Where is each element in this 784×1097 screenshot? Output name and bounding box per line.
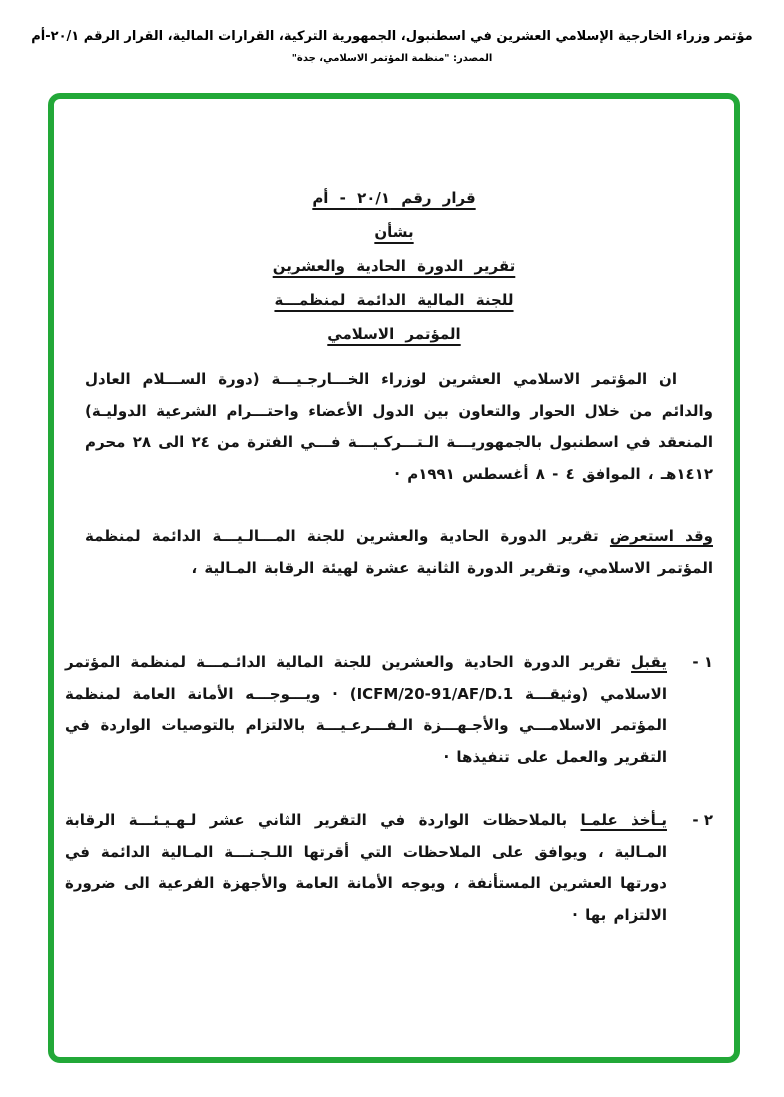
item-1-rest: تقرير الدورة الحادية والعشرين للجنة المالية الدائـمـــة لمنظمة المؤتمر الاسلامي (وثيقـــة ICFM/20-91/AF/D.1) · ويـــوجـــه الأمانة العامة لمنظمة المؤتمر الاسلامـــي والأجـهـــزة الـفـــرعـيـــة بالالتزام بالتوصيات الواردة في التقرير والعمل على تنفيذها · [65, 653, 667, 766]
green-border-frame [48, 93, 740, 1063]
item-1-text [65, 647, 667, 773]
item-1-lead: يقبل [631, 653, 667, 671]
resolution-item-1 [65, 647, 713, 773]
document-header [0, 26, 784, 66]
item-1-number: ١ - [692, 653, 713, 671]
item-2-text [65, 805, 667, 931]
title-line-resolution-number: قرار رقم ٢٠/١ - أم [312, 189, 476, 207]
title-line-committee: للجنة المالية الدائمة لمنظمـــة [274, 291, 514, 309]
item-2-number: ٢ - [692, 811, 713, 829]
header-publisher-line: المصدر: "منظمة المؤتمر الاسلامي، جدة" [291, 53, 493, 64]
title-line-regarding: بشأن [374, 223, 414, 241]
resolution-title-block [54, 181, 734, 351]
header-source-line: مؤتمر وزراء الخارجية الإسلامي العشرين في اسطنبول، الجمهورية التركية، القرارات المالية، القرار الرقم ٢٠/١-أم [31, 29, 753, 44]
preamble-paragraph: ان المؤتمر الاسلامي العشرين لوزراء الخـــارجـيـــة (دورة الســـلام العادل والدائم من خلال الحوار والتعاون بين الدول الأعضاء واحتـــرام الشرعية الدوليـة) المنعقد في اسطنبول بالجمهوريـــة الـتـــركـيـــة فـــي الفترة من ٢٤ الى ٢٨ محرم ١٤١٢هـ ، الموافق ٤ - ٨ أغسطس ١٩٩١م · [85, 370, 713, 483]
item-2-rest: بالملاحظات الواردة في التقرير الثاني عشر لـهـيـئـــة الرقابة المـالية ، ويوافق على الملاحظات التي أقرتها اللـجـنـــة المـالية الدائمة في دورتها العشرين المستأنفة ، ويوجه الأمانة العامة والأجهزة الفرعية الى ضرورة الالتزام بها · [65, 811, 667, 924]
review-paragraph-rest: تقرير الدورة الحادية والعشرين للجنة المـــالـيـــة الدائمة لمنظمة المؤتمر الاسلامي، وتقرير الدورة الثانية عشرة لهيئة الرقابة المـالية ، [85, 527, 713, 577]
title-line-organization: المؤتمر الاسلامي [327, 325, 461, 343]
title-line-report-session: تقرير الدورة الحادية والعشرين [272, 257, 516, 275]
review-paragraph-lead: وقد استعرض [609, 527, 713, 545]
resolution-item-2 [65, 805, 713, 931]
item-2-lead: يـأخذ علمـا [580, 811, 667, 829]
review-paragraph [85, 521, 713, 584]
